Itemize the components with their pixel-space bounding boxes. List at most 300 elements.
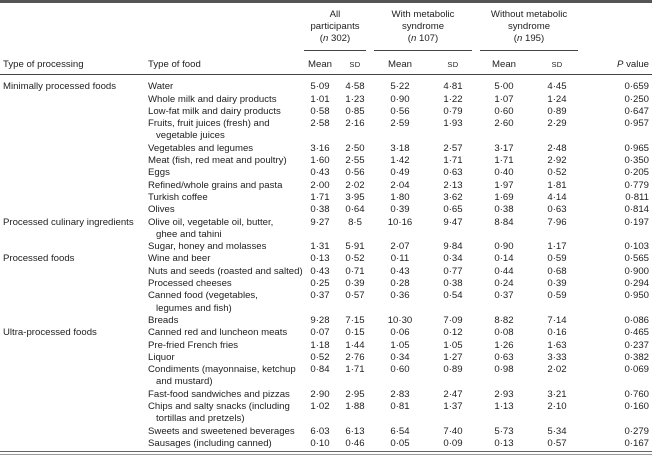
food-type-cell bbox=[148, 192, 300, 204]
sd-without-mets-cell: 3·33 bbox=[547, 351, 567, 363]
sd-without-mets-cell: 0·57 bbox=[547, 437, 567, 449]
mean-all-cell: 0·13 bbox=[310, 253, 330, 265]
mean-without-mets-cell: 0·98 bbox=[494, 364, 514, 376]
table-row bbox=[0, 327, 652, 339]
table-row bbox=[0, 217, 652, 242]
table-row bbox=[0, 118, 652, 143]
top-rule bbox=[0, 0, 652, 3]
mean-with-mets-cell: 1·42 bbox=[390, 155, 410, 167]
sd-without-mets-cell: 1·24 bbox=[547, 93, 567, 105]
sd-all-cell: 2·02 bbox=[345, 179, 365, 191]
p-value-cell: 0·647 bbox=[624, 105, 650, 117]
mean-all-cell: 1·31 bbox=[310, 241, 330, 253]
mean-all-cell: 2·00 bbox=[310, 179, 330, 191]
group-n: (n 302) bbox=[319, 33, 351, 44]
sd-with-mets-cell: 0·65 bbox=[443, 204, 463, 216]
food-type-cell bbox=[148, 426, 300, 438]
mean-with-mets-cell: 2·59 bbox=[390, 118, 410, 130]
food-type-cell bbox=[148, 278, 300, 290]
food-type-label: Water bbox=[148, 81, 174, 93]
sd-without-mets-cell: 2·92 bbox=[547, 155, 567, 167]
sd-with-mets-cell: 1·71 bbox=[443, 155, 463, 167]
sd-with-mets-cell: 0·34 bbox=[443, 253, 463, 265]
mean-without-mets-cell: 3·17 bbox=[494, 142, 514, 154]
food-type-continuation: tortillas and pretzels) bbox=[156, 413, 245, 425]
food-type-label: Breads bbox=[148, 314, 179, 326]
mean-with-mets-cell: 2·07 bbox=[390, 241, 410, 253]
processing-type-cell bbox=[0, 94, 148, 106]
mean-without-mets-cell: 2·60 bbox=[494, 118, 514, 130]
table-row bbox=[0, 438, 652, 450]
mean-all-cell: 9·27 bbox=[310, 216, 330, 228]
mean-all-cell: 0·07 bbox=[310, 327, 330, 339]
food-type-continuation: ghee and tahini bbox=[156, 228, 222, 240]
mean-without-mets-cell: 5·73 bbox=[494, 425, 514, 437]
sd-without-mets-cell: 7·96 bbox=[547, 216, 567, 228]
processing-type-cell bbox=[0, 167, 148, 179]
n-label: n bbox=[410, 33, 417, 44]
food-type-cell bbox=[148, 143, 300, 155]
food-type-label: Nuts and seeds (roasted and salted) bbox=[148, 265, 303, 277]
food-type-label: Wine and beer bbox=[148, 253, 211, 265]
sd-without-mets-cell: 3·21 bbox=[547, 388, 567, 400]
table-row bbox=[0, 94, 652, 106]
p-value-cell: 0·237 bbox=[624, 339, 650, 351]
processing-type-cell bbox=[0, 204, 148, 216]
food-type-cell bbox=[148, 315, 300, 327]
p-value-cell: 0·197 bbox=[624, 216, 650, 228]
processing-type-cell bbox=[0, 241, 148, 253]
bottom-rule bbox=[0, 451, 652, 455]
group-header-row bbox=[0, 9, 652, 45]
value-label: value bbox=[623, 59, 650, 70]
table-row bbox=[0, 278, 652, 290]
n-label: n bbox=[517, 33, 523, 44]
processing-type-cell bbox=[0, 143, 148, 155]
food-type-cell bbox=[148, 75, 300, 94]
column-header-row bbox=[0, 51, 652, 75]
food-type-label: Chips and salty snacks (including bbox=[148, 401, 290, 413]
mean-without-mets-cell: 1·97 bbox=[494, 179, 514, 191]
processing-type-cell bbox=[0, 340, 148, 352]
food-type-cell bbox=[148, 204, 300, 216]
table-row bbox=[0, 204, 652, 216]
sd-with-mets-cell: 1·37 bbox=[443, 401, 463, 413]
processing-type-cell bbox=[0, 364, 148, 389]
mean-with-mets-cell: 0·34 bbox=[390, 351, 410, 363]
processing-type-cell bbox=[0, 401, 148, 426]
food-type-label: Olive oil, vegetable oil, butter, bbox=[148, 216, 274, 228]
food-type-cell bbox=[148, 340, 300, 352]
header-p-value bbox=[582, 51, 652, 75]
sd-all-cell: 0·39 bbox=[345, 278, 365, 290]
food-type-label: Fruits, fruit juices (fresh) and bbox=[148, 118, 270, 130]
table-body bbox=[0, 75, 652, 450]
mean-with-mets-cell: 0·28 bbox=[390, 278, 410, 290]
header-type-of-food: Type of food bbox=[148, 51, 300, 75]
sd-all-cell: 0·64 bbox=[345, 204, 365, 216]
food-type-continuation: legumes and fish) bbox=[156, 302, 232, 314]
processing-type-cell bbox=[0, 438, 148, 450]
sd-with-mets-cell: 1·05 bbox=[443, 339, 463, 351]
mean-without-mets-cell: 0·44 bbox=[494, 265, 514, 277]
sd-without-mets-cell: 7·14 bbox=[547, 314, 567, 326]
mean-without-mets-cell: 1·71 bbox=[494, 155, 514, 167]
processing-type-cell bbox=[0, 266, 148, 278]
mean-without-mets-cell: 0·38 bbox=[494, 204, 514, 216]
processing-type-cell bbox=[0, 106, 148, 118]
mean-with-mets-cell: 1·80 bbox=[390, 191, 410, 203]
processing-type-cell: Minimally processed foods bbox=[3, 81, 117, 93]
sd-with-mets-cell: 9·84 bbox=[443, 241, 463, 253]
sd-without-mets-cell: 0·68 bbox=[547, 265, 567, 277]
processing-type-cell bbox=[0, 352, 148, 364]
mean-without-mets-cell: 0·60 bbox=[494, 105, 514, 117]
mean-with-mets-cell: 0·56 bbox=[390, 105, 410, 117]
p-value-cell: 0·779 bbox=[624, 179, 650, 191]
mean-all-cell: 0·58 bbox=[310, 105, 330, 117]
n-value: 302 bbox=[331, 33, 348, 44]
p-value-cell: 0·382 bbox=[624, 351, 650, 363]
p-value-cell: 0·465 bbox=[624, 327, 650, 339]
sd-with-mets-cell: 1·93 bbox=[443, 118, 463, 130]
processing-type-cell bbox=[0, 389, 148, 401]
mean-with-mets-cell: 0·06 bbox=[390, 327, 410, 339]
food-type-label: Sausages (including canned) bbox=[148, 437, 272, 449]
mean-without-mets-cell: 1·13 bbox=[494, 401, 514, 413]
food-type-continuation: vegetable juices bbox=[156, 130, 225, 142]
mean-without-mets-cell: 1·07 bbox=[494, 93, 514, 105]
food-type-label: Meat (fish, red meat and poultry) bbox=[148, 155, 287, 167]
group-label-line2: syndrome bbox=[507, 21, 551, 32]
mean-without-mets-cell: 0·63 bbox=[494, 351, 514, 363]
sd-all-cell: 0·85 bbox=[345, 105, 365, 117]
sd-all-cell: 0·15 bbox=[345, 327, 365, 339]
sd-without-mets-cell: 1·63 bbox=[547, 339, 567, 351]
table-row bbox=[0, 75, 652, 94]
mean-with-mets-cell: 5·22 bbox=[390, 81, 410, 93]
table-row bbox=[0, 401, 652, 426]
mean-all-cell: 0·43 bbox=[310, 167, 330, 179]
food-type-label: Fast-food sandwiches and pizzas bbox=[148, 388, 290, 400]
sd-all-cell: 1·44 bbox=[345, 339, 365, 351]
p-value-cell: 0·160 bbox=[624, 401, 650, 413]
sd-without-mets-cell: 1·81 bbox=[547, 179, 567, 191]
mean-with-mets-cell: 1·05 bbox=[390, 339, 410, 351]
header-sd: SD bbox=[430, 51, 476, 75]
food-type-cell bbox=[148, 180, 300, 192]
sd-all-cell: 2·50 bbox=[345, 142, 365, 154]
sd-without-mets-cell: 0·59 bbox=[547, 290, 567, 302]
sd-without-mets-cell: 0·89 bbox=[547, 105, 567, 117]
mean-all-cell: 0·25 bbox=[310, 278, 330, 290]
food-type-cell bbox=[148, 364, 300, 389]
p-value-cell: 0·167 bbox=[624, 437, 650, 449]
food-type-label: Liquor bbox=[148, 351, 175, 363]
sd-all-cell: 1·88 bbox=[345, 401, 365, 413]
sd-all-cell: 2·16 bbox=[345, 118, 365, 130]
sd-all-cell: 6·13 bbox=[345, 425, 365, 437]
p-value-cell: 0·086 bbox=[624, 314, 650, 326]
n-value: 107 bbox=[419, 33, 436, 44]
p-value-cell: 0·250 bbox=[624, 93, 650, 105]
header-type-of-processing: Type of processing bbox=[0, 51, 148, 75]
table-row bbox=[0, 315, 652, 327]
header-mean: Mean bbox=[300, 51, 340, 75]
group-n: (n 107) bbox=[407, 33, 439, 44]
processing-type-cell bbox=[0, 315, 148, 327]
mean-with-mets-cell: 0·81 bbox=[390, 401, 410, 413]
sd-all-cell: 4·58 bbox=[345, 81, 365, 93]
p-value-cell: 0·294 bbox=[624, 278, 650, 290]
food-type-label: Vegetables and legumes bbox=[148, 142, 254, 154]
food-type-label: Condiments (mayonnaise, ketchup bbox=[148, 364, 296, 376]
mean-with-mets-cell: 6·54 bbox=[390, 425, 410, 437]
mean-all-cell: 1·01 bbox=[310, 93, 330, 105]
header-sd: SD bbox=[532, 51, 582, 75]
sd-with-mets-cell: 7·09 bbox=[443, 314, 463, 326]
p-value-cell: 0·900 bbox=[624, 265, 650, 277]
mean-all-cell: 3·16 bbox=[310, 142, 330, 154]
table-row bbox=[0, 241, 652, 253]
mean-without-mets-cell: 0·24 bbox=[494, 278, 514, 290]
sd-with-mets-cell: 0·63 bbox=[443, 167, 463, 179]
mean-with-mets-cell: 0·05 bbox=[390, 437, 410, 449]
mean-without-mets-cell: 8·82 bbox=[494, 314, 514, 326]
table-row bbox=[0, 143, 652, 155]
p-value-cell: 0·205 bbox=[624, 167, 650, 179]
mean-with-mets-cell: 0·90 bbox=[390, 93, 410, 105]
sd-all-cell: 7·15 bbox=[345, 314, 365, 326]
table-row bbox=[0, 290, 652, 315]
sd-with-mets-cell: 4·81 bbox=[443, 81, 463, 93]
processing-type-cell bbox=[0, 155, 148, 167]
processing-type-cell bbox=[0, 180, 148, 192]
table-row bbox=[0, 180, 652, 192]
mean-all-cell: 0·84 bbox=[310, 364, 330, 376]
p-value-cell: 0·950 bbox=[624, 290, 650, 302]
sd-all-cell: 1·23 bbox=[345, 93, 365, 105]
food-type-label: Eggs bbox=[148, 167, 170, 179]
sd-without-mets-cell: 2·02 bbox=[547, 364, 567, 376]
header-mean: Mean bbox=[476, 51, 532, 75]
sd-without-mets-cell: 4·14 bbox=[547, 191, 567, 203]
sd-with-mets-cell: 0·77 bbox=[443, 265, 463, 277]
sd-with-mets-cell: 0·12 bbox=[443, 327, 463, 339]
sd-without-mets-cell: 0·59 bbox=[547, 253, 567, 265]
mean-all-cell: 0·10 bbox=[310, 437, 330, 449]
sd-with-mets-cell: 0·38 bbox=[443, 278, 463, 290]
food-type-label: Sweets and sweetened beverages bbox=[148, 425, 295, 437]
table-row bbox=[0, 155, 652, 167]
table-row bbox=[0, 266, 652, 278]
sd-without-mets-cell: 2·29 bbox=[547, 118, 567, 130]
sd-without-mets-cell: 2·10 bbox=[547, 401, 567, 413]
mean-all-cell: 1·18 bbox=[310, 339, 330, 351]
mean-without-mets-cell: 0·13 bbox=[494, 437, 514, 449]
mean-with-mets-cell: 2·83 bbox=[390, 388, 410, 400]
group-with-metabolic-syndrome bbox=[370, 9, 476, 45]
processing-type-cell bbox=[0, 192, 148, 204]
mean-without-mets-cell: 0·40 bbox=[494, 167, 514, 179]
mean-all-cell: 0·37 bbox=[310, 290, 330, 302]
mean-all-cell: 0·43 bbox=[310, 265, 330, 277]
sd-all-cell: 0·52 bbox=[345, 253, 365, 265]
sd-all-cell: 2·55 bbox=[345, 155, 365, 167]
p-value-cell: 0·103 bbox=[624, 241, 650, 253]
sd-without-mets-cell: 1·17 bbox=[547, 241, 567, 253]
sd-all-cell: 0·56 bbox=[345, 167, 365, 179]
food-type-label: Low-fat milk and dairy products bbox=[148, 105, 281, 117]
food-processing-table bbox=[0, 9, 652, 450]
sd-without-mets-cell: 4·45 bbox=[547, 81, 567, 93]
n-label: n bbox=[322, 33, 329, 44]
sd-with-mets-cell: 2·13 bbox=[443, 179, 463, 191]
food-type-label: Whole milk and dairy products bbox=[148, 93, 277, 105]
sd-all-cell: 0·71 bbox=[345, 265, 365, 277]
table-row bbox=[0, 389, 652, 401]
mean-all-cell: 9·28 bbox=[310, 314, 330, 326]
food-type-continuation: and mustard) bbox=[156, 376, 213, 388]
processing-type-cell: Processed culinary ingredients bbox=[3, 216, 134, 228]
sd-with-mets-cell: 7·40 bbox=[443, 425, 463, 437]
mean-with-mets-cell: 2·04 bbox=[390, 179, 410, 191]
mean-with-mets-cell: 0·60 bbox=[390, 364, 410, 376]
sd-with-mets-cell: 9·47 bbox=[443, 216, 463, 228]
food-type-label: Canned red and luncheon meats bbox=[148, 327, 288, 339]
sd-all-cell: 5·91 bbox=[345, 241, 365, 253]
group-label-line1: All bbox=[329, 9, 341, 20]
sd-without-mets-cell: 2·48 bbox=[547, 142, 567, 154]
mean-without-mets-cell: 0·08 bbox=[494, 327, 514, 339]
p-label: P bbox=[617, 59, 624, 70]
p-value-cell: 0·565 bbox=[624, 253, 650, 265]
mean-without-mets-cell: 1·26 bbox=[494, 339, 514, 351]
food-type-label: Refined/whole grains and pasta bbox=[148, 179, 283, 191]
table-row bbox=[0, 364, 652, 389]
sd-without-mets-cell: 0·16 bbox=[547, 327, 567, 339]
processing-type-cell bbox=[0, 426, 148, 438]
group-without-metabolic-syndrome bbox=[476, 9, 582, 45]
mean-all-cell: 2·58 bbox=[310, 118, 330, 130]
sd-all-cell: 2·95 bbox=[345, 388, 365, 400]
sd-with-mets-cell: 0·89 bbox=[443, 364, 463, 376]
p-value-cell: 0·965 bbox=[624, 142, 650, 154]
mean-with-mets-cell: 0·49 bbox=[390, 167, 410, 179]
p-value-cell: 0·659 bbox=[624, 81, 650, 93]
mean-without-mets-cell: 0·37 bbox=[494, 290, 514, 302]
food-type-cell bbox=[148, 265, 303, 278]
table-row bbox=[0, 352, 652, 364]
mean-without-mets-cell: 0·90 bbox=[494, 241, 514, 253]
mean-all-cell: 1·71 bbox=[310, 191, 330, 203]
table-row bbox=[0, 253, 652, 265]
mean-with-mets-cell: 0·39 bbox=[390, 204, 410, 216]
p-value-cell: 0·814 bbox=[624, 204, 650, 216]
processing-type-cell bbox=[0, 290, 148, 315]
mean-with-mets-cell: 10·30 bbox=[387, 314, 413, 326]
table-row bbox=[0, 192, 652, 204]
sd-without-mets-cell: 0·39 bbox=[547, 278, 567, 290]
mean-with-mets-cell: 3·18 bbox=[390, 142, 410, 154]
sd-with-mets-cell: 0·09 bbox=[443, 437, 463, 449]
mean-with-mets-cell: 0·36 bbox=[390, 290, 410, 302]
mean-without-mets-cell: 2·93 bbox=[494, 388, 514, 400]
mean-all-cell: 0·52 bbox=[310, 351, 330, 363]
processing-type-cell: Ultra-processed foods bbox=[3, 327, 97, 339]
sd-with-mets-cell: 3·62 bbox=[443, 191, 463, 203]
table-row bbox=[0, 106, 652, 118]
food-type-cell bbox=[148, 155, 300, 167]
sd-with-mets-cell: 0·54 bbox=[443, 290, 463, 302]
header-mean: Mean bbox=[370, 51, 430, 75]
group-label-line2: syndrome bbox=[401, 21, 445, 32]
p-value-cell: 0·811 bbox=[625, 191, 650, 203]
food-type-label: Canned food (vegetables, bbox=[148, 290, 258, 302]
mean-all-cell: 0·38 bbox=[310, 204, 330, 216]
mean-all-cell: 1·60 bbox=[310, 155, 330, 167]
food-type-cell bbox=[148, 290, 300, 315]
food-type-cell bbox=[148, 401, 300, 426]
food-type-label: Olives bbox=[148, 204, 175, 216]
mean-with-mets-cell: 0·43 bbox=[390, 265, 410, 277]
food-type-cell bbox=[148, 217, 300, 242]
food-type-label: Processed cheeses bbox=[148, 278, 232, 290]
p-value-cell: 0·350 bbox=[624, 155, 650, 167]
sd-all-cell: 3·95 bbox=[345, 191, 365, 203]
sd-without-mets-cell: 0·63 bbox=[547, 204, 567, 216]
mean-all-cell: 2·90 bbox=[310, 388, 330, 400]
mean-without-mets-cell: 1·69 bbox=[494, 191, 514, 203]
food-type-cell bbox=[148, 118, 300, 143]
sd-all-cell: 1·71 bbox=[345, 364, 365, 376]
food-type-cell bbox=[148, 352, 300, 364]
food-type-cell bbox=[148, 241, 300, 253]
sd-all-cell: 0·57 bbox=[345, 290, 365, 302]
p-value-cell: 0·760 bbox=[624, 388, 650, 400]
food-type-label: Pre-fried French fries bbox=[148, 339, 239, 351]
mean-without-mets-cell: 0·14 bbox=[494, 253, 514, 265]
mean-with-mets-cell: 0·11 bbox=[390, 253, 410, 265]
food-type-cell bbox=[148, 106, 300, 118]
sd-with-mets-cell: 1·22 bbox=[443, 93, 463, 105]
mean-all-cell: 6·03 bbox=[310, 425, 330, 437]
n-value: 195 bbox=[525, 33, 542, 44]
group-label-line2: participants bbox=[310, 21, 360, 32]
mean-all-cell: 5·09 bbox=[310, 81, 330, 93]
mean-all-cell: 1·02 bbox=[310, 401, 330, 413]
food-type-label: Sugar, honey and molasses bbox=[148, 241, 267, 253]
mean-without-mets-cell: 8·84 bbox=[494, 216, 514, 228]
p-value-cell: 0·069 bbox=[624, 364, 650, 376]
group-label-line1: Without metabolic bbox=[490, 9, 568, 20]
processing-type-cell: Processed foods bbox=[3, 253, 75, 265]
table-row bbox=[0, 340, 652, 352]
sd-without-mets-cell: 0·52 bbox=[547, 167, 567, 179]
header-sd: SD bbox=[340, 51, 370, 75]
processing-type-cell bbox=[0, 118, 148, 143]
group-all-participants bbox=[300, 9, 370, 45]
sd-all-cell: 8·5 bbox=[348, 216, 362, 228]
food-type-cell bbox=[148, 438, 300, 450]
sd-without-mets-cell: 5·34 bbox=[547, 425, 567, 437]
food-type-label: Turkish coffee bbox=[148, 191, 208, 203]
sd-with-mets-cell: 2·57 bbox=[443, 142, 463, 154]
p-value-cell: 0·957 bbox=[624, 118, 650, 130]
p-value-cell: 0·279 bbox=[624, 425, 650, 437]
food-type-cell bbox=[148, 167, 300, 179]
food-type-cell bbox=[148, 94, 300, 106]
